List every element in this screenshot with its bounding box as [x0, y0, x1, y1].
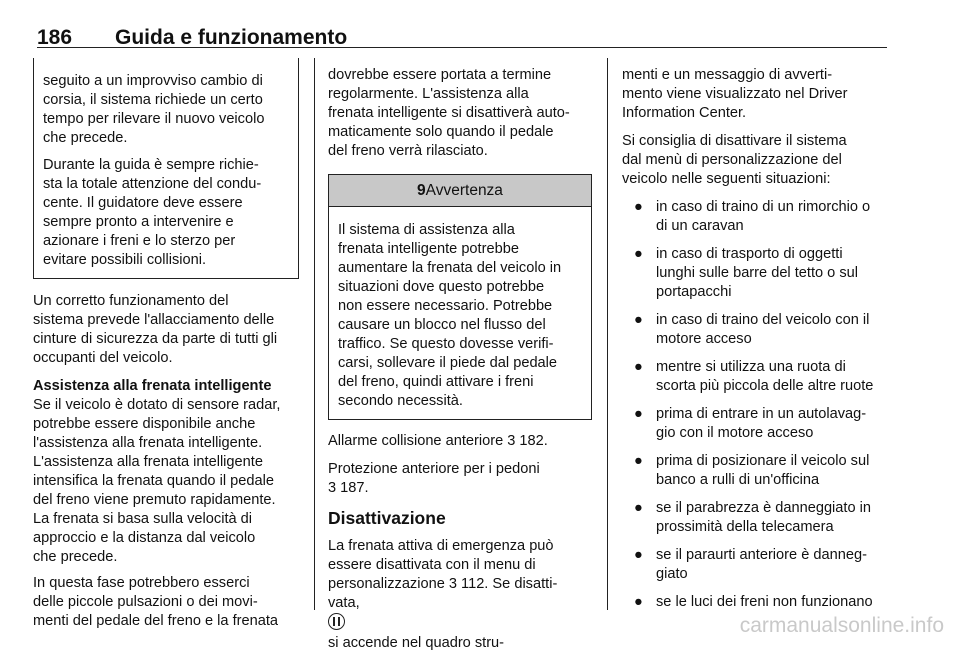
bullet-icon: ●: [634, 547, 643, 563]
bullet-icon: ●: [634, 406, 643, 422]
list-item: ● se il parabrezza è danneggiato in prossimità della telecamera: [634, 500, 872, 535]
page-number: 186: [37, 26, 73, 49]
cross-reference[interactable]: Allarme collisione anteriore 3 182.: [328, 433, 548, 449]
list-item: ● mentre si utilizza una ruota di scorta più piccola delle altre ruote: [634, 359, 874, 394]
subheading: Assistenza alla frenata intelligente: [33, 378, 272, 394]
bullet-icon: ●: [634, 312, 643, 328]
list-item: ● in caso di traino del veicolo con il motore acceso: [634, 312, 870, 347]
list-item: ● prima di entrare in un autolavag- gio con il motore acceso: [634, 406, 867, 441]
column-1: [33, 58, 299, 640]
bullet-icon: ●: [634, 246, 643, 262]
paragraph: La frenata attiva di emergenza può essere disattivata con il menu di personalizzazione 3 112. Se disatti- vata, si accende nel quadro stru-: [328, 538, 558, 651]
column-2: [328, 66, 592, 662]
list-item: ● in caso di trasporto di oggetti lunghi sulle barre del tetto o sul portapacchi: [634, 246, 859, 300]
list-item: ● se il paraurti anteriore è danneg- giato: [634, 547, 867, 582]
paragraph: Si consiglia di disattivare il sistema dal menù di personalizzazione del veicolo nelle seguenti situazioni:: [622, 133, 847, 187]
paragraph: Un corretto funzionamento del sistema prevede l'allacciamento delle cinture di sicurezza da parte di tutti gli occupanti del veicolo.: [33, 293, 278, 366]
header-rule: [37, 47, 887, 48]
paragraph: In questa fase potrebbero esserci delle piccole pulsazioni o dei movi- menti del pedale del freno e la frenata: [33, 575, 279, 629]
bullet-icon: ●: [634, 199, 643, 215]
list-item: ● in caso di traino di un rimorchio o di un caravan: [634, 199, 871, 234]
section-title: Guida e funzionamento: [115, 26, 348, 49]
list-item: ● prima di posizionare il veicolo sul banco a rulli di un'officina: [634, 453, 870, 488]
warning-body: Il sistema di assistenza alla frenata intelligente potrebbe aumentare la frenata del veicolo in situazioni dove questo potrebbe non essere necessario. Potrebbe causare un blocco nel flusso del traffico. Se questo dovesse verifi- carsi, sollevare il piede dal pedale del freno, quindi attivare i freni secondo necessità.: [338, 222, 562, 409]
section-heading: Disattivazione: [328, 508, 446, 528]
warning-box: [328, 174, 592, 420]
watermark: carmanualsonline.info: [739, 614, 944, 637]
box-paragraph-1: seguito a un improvviso cambio di corsia, il sistema richiede un certo tempo per rilevare il nuovo veicolo che precede.: [43, 73, 265, 146]
list-item: ● se le luci dei freni non funzionano: [634, 594, 873, 610]
paragraph: dovrebbe essere portata a termine regolarmente. L'assistenza alla frenata intelligente si disattiverà auto- maticamente solo quando il pedale del freno verrà rilasciato.: [328, 67, 570, 159]
paragraph: menti e un messaggio di avverti- mento viene visualizzato nel Driver Information Center.: [622, 67, 848, 121]
continued-note-box: [33, 58, 299, 279]
brake-warning-icon: [328, 613, 345, 630]
conditions-list: [622, 198, 888, 612]
bullet-icon: ●: [634, 453, 643, 469]
column-divider: [314, 58, 315, 610]
cross-reference[interactable]: Protezione anteriore per i pedoni 3 187.: [328, 461, 540, 496]
warning-icon: 9: [417, 182, 426, 199]
column-divider: [607, 58, 608, 610]
bullet-icon: ●: [634, 594, 643, 610]
bullet-icon: ●: [634, 359, 643, 375]
warning-header: [329, 175, 591, 207]
box-paragraph-2: Durante la guida è sempre richie- sta la totale attenzione del condu- cente. Il guidatore deve essere sempre pronto a intervenire e azionare i freni e lo sterzo per evitare possibili collisioni.: [43, 157, 262, 268]
warning-title: Avvertenza: [425, 182, 503, 199]
bullet-icon: ●: [634, 500, 643, 516]
paragraph: Assistenza alla frenata intelligente Se il veicolo è dotato di sensore radar, potrebbe essere disponibile anche l'assistenza alla frenata intelligente. L'assistenza alla frenata intelligente intensifica la frenata quando il pedale del freno viene premuto rapidamente. La frenata si basa sulla velocità di approccio e la distanza dal veicolo che precede.: [33, 377, 299, 567]
column-3: [622, 66, 888, 621]
